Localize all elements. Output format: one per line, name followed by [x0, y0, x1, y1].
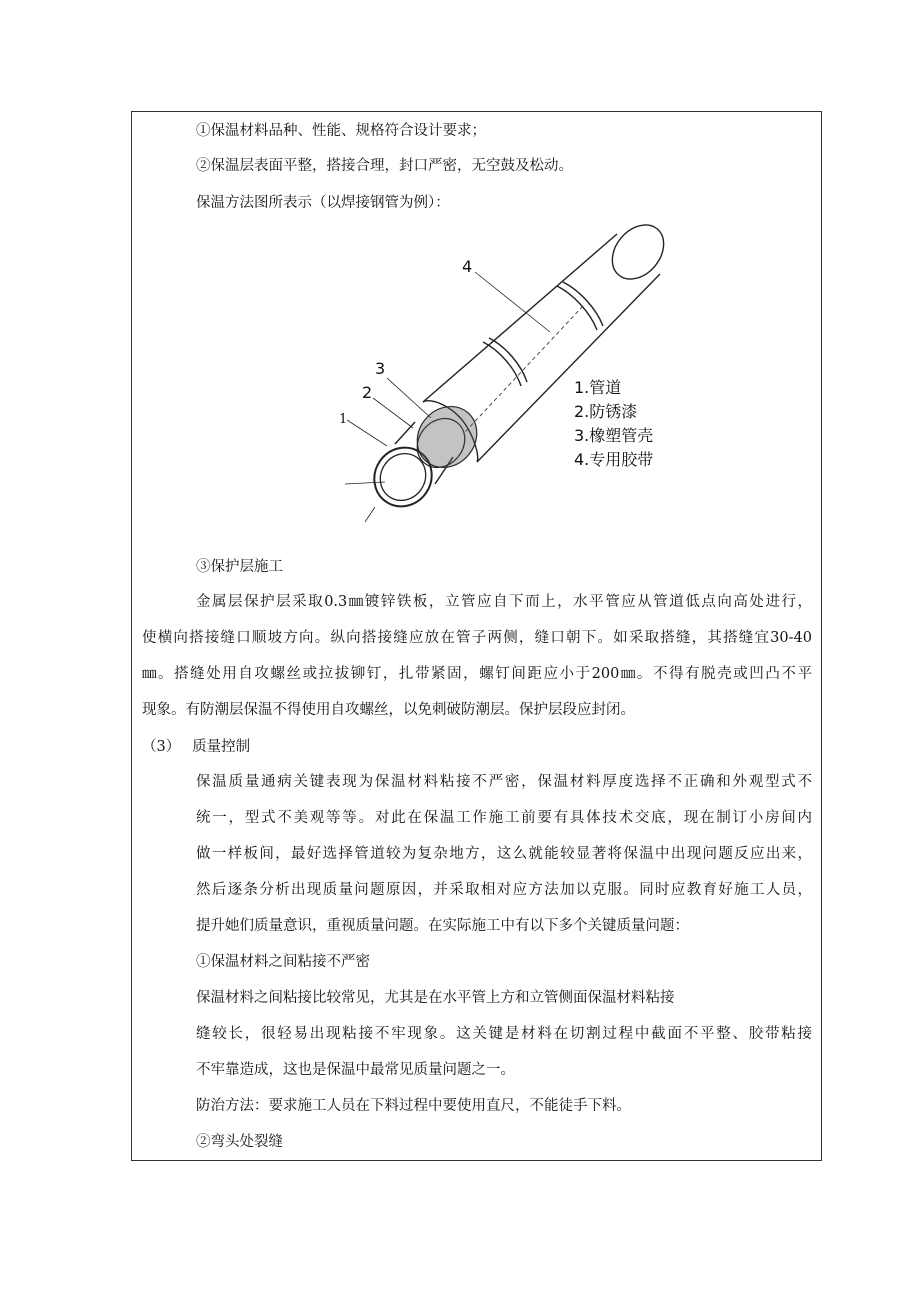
paragraph-line: 做一样板间，最好选择管道较为复杂地方，这么就能较显著将保温中出现问题反应出来，: [196, 846, 812, 862]
issue-1-heading: ①保温材料之间粘接不严密: [196, 954, 370, 970]
figure-legend: [574, 376, 653, 472]
issue-2-heading: ②弯头处裂缝: [196, 1134, 283, 1150]
figure-caption: 保温方法图所表示（以焊接钢管为例）：: [196, 195, 450, 211]
paragraph-line: 统一，型式不美观等等。对此在保温工作施工前要有具体技术交底，现在制订小房间内: [196, 810, 812, 826]
callout-1: 1: [339, 412, 348, 427]
requirement-1: ①保温材料品种、性能、规格符合设计要求；: [196, 123, 486, 139]
paragraph-line: 保温材料之间粘接比较常见，尤其是在水平管上方和立管侧面保温材料粘接: [196, 990, 675, 1006]
paragraph-line: 现象。有防潮层保温不得使用自攻螺丝，以免刺破防潮层。保护层段应封闭。: [142, 702, 635, 718]
section-quality-control: （3） 质量控制: [142, 739, 251, 755]
callout-4: 4: [462, 257, 473, 276]
legend-item-tape: 4.专用胶带: [574, 450, 654, 469]
paragraph-line: 提升她们质量意识，重视质量问题。在实际施工中有以下多个关键质量问题：: [196, 918, 689, 934]
paragraph-line: 保温质量通病关键表现为保温材料粘接不严密，保温材料厚度选择不正确和外观型式不: [196, 774, 812, 790]
callout-2: 2: [362, 383, 373, 402]
legend-item-anti-rust-paint: 2.防锈漆: [574, 402, 638, 421]
callout-3: 3: [375, 359, 386, 378]
requirement-2: ②保温层表面平整，搭接合理，封口严密，无空鼓及松动。: [196, 158, 573, 174]
paragraph-line: 缝较长，很轻易出现粘接不牢现象。这关键是材料在切割过程中截面不平整、胶带粘接: [196, 1026, 812, 1042]
paragraph-line: ㎜。搭缝处用自攻螺丝或拉拔铆钉，扎带紧固，螺钉间距应小于200㎜。不得有脱壳或凹凸不平: [142, 666, 812, 682]
paragraph-line: 使横向搭接缝口顺坡方向。纵向搭接缝应放在管子两侧，缝口朝下。如采取搭缝，其搭缝宜30-40: [142, 630, 812, 646]
legend-item-pipe: 1.管道: [574, 378, 622, 397]
paragraph-line: 然后逐条分析出现质量问题原因，并采取相对应方法加以克服。同时应教育好施工人员，: [196, 882, 812, 898]
legend-item-rubber-shell: 3.橡塑管壳: [574, 426, 654, 445]
paragraph-line: 金属层保护层采取0.3㎜镀锌铁板，立管应自下而上，水平管应从管道低点向高处进行，: [196, 594, 812, 610]
section-protective-layer: ③保护层施工: [196, 559, 283, 575]
paragraph-line: 不牢靠造成，这也是保温中最常见质量问题之一。: [196, 1062, 515, 1078]
prevention-method: 防治方法：要求施工人员在下料过程中要使用直尺，不能徒手下料。: [196, 1098, 631, 1114]
